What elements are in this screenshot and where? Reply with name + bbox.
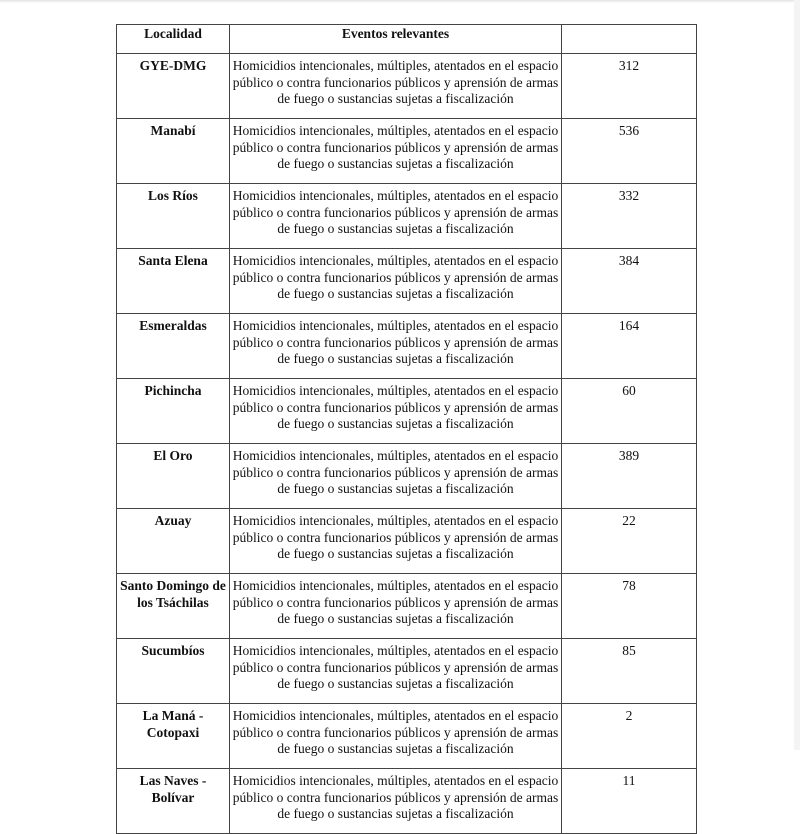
cell-valor: 389	[562, 444, 697, 509]
cell-localidad: Santo Domingo de los Tsáchilas	[117, 574, 230, 639]
cell-evento: Homicidios intencionales, múltiples, atentados en el espacio público o contra funcionarios públicos y aprensión de armas de fuego o sustancias sujetas a fiscalización	[230, 54, 562, 119]
cell-evento: Homicidios intencionales, múltiples, atentados en el espacio público o contra funcionarios públicos y aprensión de armas de fuego o sustancias sujetas a fiscalización	[230, 119, 562, 184]
table-row	[117, 769, 697, 834]
cell-valor: 22	[562, 509, 697, 574]
table-row	[117, 184, 697, 249]
cell-localidad: Manabí	[117, 119, 230, 184]
cell-valor: 11	[562, 769, 697, 834]
cell-localidad: Pichincha	[117, 379, 230, 444]
cell-valor: 60	[562, 379, 697, 444]
cell-evento: Homicidios intencionales, múltiples, atentados en el espacio público o contra funcionarios públicos y aprensión de armas de fuego o sustancias sujetas a fiscalización	[230, 379, 562, 444]
table-row	[117, 639, 697, 704]
cell-valor: 312	[562, 54, 697, 119]
cell-evento: Homicidios intencionales, múltiples, atentados en el espacio público o contra funcionarios públicos y aprensión de armas de fuego o sustancias sujetas a fiscalización	[230, 574, 562, 639]
table-row	[117, 54, 697, 119]
cell-valor: 2	[562, 704, 697, 769]
table-row	[117, 314, 697, 379]
cell-evento: Homicidios intencionales, múltiples, atentados en el espacio público o contra funcionarios públicos y aprensión de armas de fuego o sustancias sujetas a fiscalización	[230, 769, 562, 834]
cell-localidad: El Oro	[117, 444, 230, 509]
table-row	[117, 509, 697, 574]
table-row	[117, 249, 697, 314]
header-eventos-relevantes: Eventos relevantes	[230, 25, 562, 54]
cell-valor: 536	[562, 119, 697, 184]
cell-evento: Homicidios intencionales, múltiples, atentados en el espacio público o contra funcionarios públicos y aprensión de armas de fuego o sustancias sujetas a fiscalización	[230, 509, 562, 574]
table-row	[117, 119, 697, 184]
cell-valor: 78	[562, 574, 697, 639]
cell-localidad: Los Ríos	[117, 184, 230, 249]
cell-localidad: Esmeraldas	[117, 314, 230, 379]
header-localidad: Localidad	[117, 25, 230, 54]
cell-evento: Homicidios intencionales, múltiples, atentados en el espacio público o contra funcionarios públicos y aprensión de armas de fuego o sustancias sujetas a fiscalización	[230, 314, 562, 379]
table-row	[117, 444, 697, 509]
cell-valor: 384	[562, 249, 697, 314]
cell-valor: 85	[562, 639, 697, 704]
table-row	[117, 574, 697, 639]
cell-localidad: Las Naves - Bolívar	[117, 769, 230, 834]
table-body	[117, 54, 697, 834]
cell-evento: Homicidios intencionales, múltiples, atentados en el espacio público o contra funcionarios públicos y aprensión de armas de fuego o sustancias sujetas a fiscalización	[230, 184, 562, 249]
table-row	[117, 379, 697, 444]
vertical-scrollbar[interactable]	[794, 0, 800, 750]
cell-evento: Homicidios intencionales, múltiples, atentados en el espacio público o contra funcionarios públicos y aprensión de armas de fuego o sustancias sujetas a fiscalización	[230, 444, 562, 509]
table-row	[117, 704, 697, 769]
cell-localidad: Santa Elena	[117, 249, 230, 314]
cell-evento: Homicidios intencionales, múltiples, atentados en el espacio público o contra funcionarios públicos y aprensión de armas de fuego o sustancias sujetas a fiscalización	[230, 639, 562, 704]
cell-localidad: GYE-DMG	[117, 54, 230, 119]
cell-localidad: La Maná - Cotopaxi	[117, 704, 230, 769]
header-valor	[562, 25, 697, 54]
cell-valor: 332	[562, 184, 697, 249]
events-table	[116, 24, 697, 834]
cell-valor: 164	[562, 314, 697, 379]
cell-evento: Homicidios intencionales, múltiples, atentados en el espacio público o contra funcionarios públicos y aprensión de armas de fuego o sustancias sujetas a fiscalización	[230, 704, 562, 769]
cell-localidad: Azuay	[117, 509, 230, 574]
cell-evento: Homicidios intencionales, múltiples, atentados en el espacio público o contra funcionarios públicos y aprensión de armas de fuego o sustancias sujetas a fiscalización	[230, 249, 562, 314]
cell-localidad: Sucumbíos	[117, 639, 230, 704]
table-header-row	[117, 25, 697, 54]
